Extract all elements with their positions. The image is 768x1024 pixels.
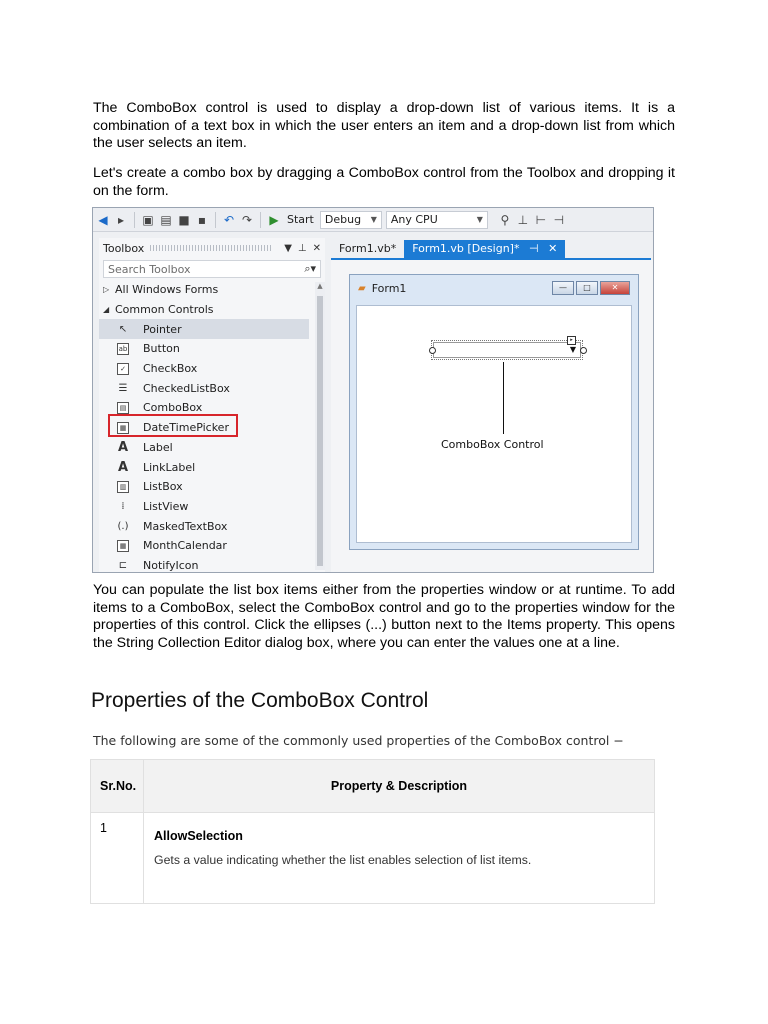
- toolbox-item-label: CheckedListBox: [143, 381, 230, 395]
- minimize-icon[interactable]: —: [552, 281, 574, 295]
- row-number: 1: [91, 813, 144, 904]
- table-row: [91, 813, 655, 904]
- header-property-description: Property & Description: [144, 760, 655, 813]
- toolbox-item-label: NotifyIcon: [143, 558, 199, 572]
- section-intro: The following are some of the commonly used properties of the ComboBox control −: [93, 733, 624, 748]
- drag-handle[interactable]: [150, 245, 272, 251]
- toolbox-item-notifyicon[interactable]: [99, 556, 325, 573]
- toolbar-separator: [260, 212, 261, 228]
- ide-toolbar: [93, 208, 653, 232]
- group-label: All Windows Forms: [115, 283, 219, 297]
- properties-table: [90, 759, 655, 904]
- pin-icon[interactable]: ⊥: [297, 242, 307, 254]
- header-srno: Sr.No.: [91, 760, 144, 813]
- toolbar-separator: [134, 212, 135, 228]
- checkbox-icon: ✓: [117, 363, 129, 375]
- label-icon: A: [117, 439, 129, 455]
- maximize-icon[interactable]: □: [576, 281, 598, 295]
- chevron-down-icon: ▼: [370, 214, 377, 224]
- checkedlistbox-icon: ☰: [118, 382, 128, 394]
- smart-tag-icon[interactable]: ▸: [567, 336, 576, 345]
- toolbox-item-linklabel[interactable]: [99, 457, 325, 477]
- toolbox-item-monthcalendar[interactable]: [99, 536, 325, 556]
- table-header-row: [91, 760, 655, 813]
- configuration-dropdown[interactable]: [320, 211, 382, 229]
- property-name: AllowSelection: [154, 829, 243, 843]
- toolbox-item-pointer[interactable]: [99, 319, 309, 339]
- instruction-paragraph: Let's create a combo box by dragging a ComboBox control from the Toolbox and dropping it on the form.: [93, 165, 675, 199]
- toolbox-search-input[interactable]: [103, 260, 321, 278]
- expanded-triangle-icon: ◢: [103, 305, 110, 315]
- group-all-windows-forms[interactable]: [99, 280, 325, 300]
- toolbox-item-button[interactable]: [99, 339, 325, 359]
- start-play-icon[interactable]: ▶: [269, 212, 279, 227]
- close-icon[interactable]: ✕: [600, 281, 630, 295]
- button-icon: ab: [118, 344, 128, 353]
- toolbox-item-label[interactable]: [99, 438, 325, 458]
- toolbox-scrollbar[interactable]: [315, 282, 325, 570]
- redo-icon[interactable]: ↷: [241, 212, 253, 227]
- save-icon[interactable]: ■: [178, 212, 190, 227]
- new-project-icon[interactable]: ▣: [142, 212, 154, 227]
- group-label: Common Controls: [115, 303, 214, 317]
- scroll-up-icon[interactable]: ▲: [317, 282, 323, 290]
- combobox-highlight-box: [108, 414, 238, 437]
- listview-icon: ⁞: [121, 500, 125, 512]
- configuration-value: Debug: [324, 212, 362, 226]
- combobox-callout-label: ComboBox Control: [441, 438, 544, 451]
- toolbar-separator: [215, 212, 216, 228]
- forward-icon[interactable]: ▸: [117, 212, 125, 227]
- toolbox-item-label: ListView: [143, 499, 189, 513]
- monthcalendar-icon: ▦: [117, 540, 129, 552]
- form1-window[interactable]: [349, 274, 639, 550]
- datetimepicker-icon: ▦: [117, 422, 129, 434]
- indent-icon[interactable]: ⊢: [535, 212, 547, 227]
- toolbox-item-label: DateTimePicker: [143, 421, 229, 435]
- toolbox-item-listbox[interactable]: [99, 477, 325, 497]
- platform-dropdown[interactable]: [386, 211, 488, 229]
- combobox-control[interactable]: [433, 342, 581, 358]
- pointer-icon: ↖: [118, 323, 128, 335]
- visual-studio-screenshot: [92, 207, 654, 573]
- listbox-icon: ▥: [117, 481, 129, 493]
- toolbox-tree: [99, 280, 325, 573]
- notifyicon-icon: ⊏: [118, 559, 128, 571]
- back-icon[interactable]: ◀: [98, 212, 108, 227]
- close-icon[interactable]: ✕: [312, 242, 321, 254]
- tab-label: Form1.vb [Design]*: [412, 242, 520, 255]
- undo-icon[interactable]: ↶: [223, 212, 235, 227]
- toolbox-item-label: MaskedTextBox: [143, 519, 228, 533]
- find-icon[interactable]: ⚲: [500, 212, 510, 227]
- toolbox-item-label: ComboBox: [143, 401, 203, 415]
- save-all-icon[interactable]: ▪: [197, 212, 207, 227]
- start-button-label[interactable]: Start: [287, 213, 314, 226]
- platform-value: Any CPU: [390, 212, 438, 226]
- close-icon[interactable]: ✕: [548, 242, 558, 255]
- resize-handle-left[interactable]: [429, 347, 436, 354]
- collapsed-triangle-icon: ▷: [103, 285, 110, 295]
- combobox-icon: ▤: [117, 402, 129, 414]
- linklabel-icon: A: [117, 459, 129, 475]
- resize-handle-right[interactable]: [580, 347, 587, 354]
- toolbox-item-label: Pointer: [143, 322, 182, 336]
- toolbox-item-checkedlistbox[interactable]: [99, 378, 325, 398]
- dropdown-arrow-icon[interactable]: ▼: [284, 242, 292, 254]
- callout-line: [503, 362, 504, 434]
- toolbox-item-label: Button: [143, 342, 180, 356]
- document-tabs: [331, 240, 565, 258]
- chevron-down-icon: ▼: [476, 214, 483, 224]
- toolbox-panel: [99, 238, 325, 572]
- populate-paragraph: You can populate the list box items either from the properties window or at runtime. To add items to a ComboBox, select the ComboBox control and go to the properties window for the properties of this control. Click the ellipses (...) button next to the Items property. This opens the String Collection Editor dialog box, where you can enter the values one at a line.: [93, 582, 675, 651]
- search-placeholder: Search Toolbox: [108, 262, 191, 276]
- toolbox-item-label: ListBox: [143, 480, 183, 494]
- form-icon: ▰: [358, 282, 366, 294]
- form-designer-surface: [331, 260, 653, 572]
- form-title: Form1: [371, 281, 407, 295]
- window-buttons: [552, 281, 630, 295]
- form-client-area[interactable]: [356, 305, 632, 543]
- pin-icon[interactable]: ⊣: [528, 242, 539, 255]
- maskedtextbox-icon: (.): [117, 520, 129, 532]
- section-heading: Properties of the ComboBox Control: [91, 689, 429, 712]
- toolbox-item-label: Label: [143, 440, 173, 454]
- tab-label: Form1.vb*: [339, 242, 397, 255]
- toolbox-item-checkbox[interactable]: [99, 359, 325, 379]
- toolbox-item-label: LinkLabel: [143, 460, 196, 474]
- group-common-controls[interactable]: [99, 300, 325, 320]
- property-description: Gets a value indicating whether the list enables selection of list items.: [154, 853, 532, 867]
- toolbox-header: [99, 238, 325, 258]
- chevron-down-icon: ▼: [569, 345, 576, 354]
- toolbox-title: Toolbox: [103, 241, 145, 255]
- scrollbar-thumb[interactable]: [317, 296, 323, 566]
- toolbox-item-label: CheckBox: [143, 362, 198, 376]
- row-property: [144, 813, 655, 904]
- intro-paragraph: The ComboBox control is used to display a drop-down list of various items. It is a combination of a text box in which the user enters an item and a drop-down list from which the user selects an item.: [93, 100, 675, 151]
- search-icon[interactable]: ⌕▾: [304, 262, 316, 275]
- comment-icon[interactable]: ⊥: [517, 212, 529, 227]
- outdent-icon[interactable]: ⊣: [553, 212, 565, 227]
- toolbox-item-listview[interactable]: [99, 497, 325, 517]
- open-file-icon[interactable]: ▤: [160, 212, 172, 227]
- toolbox-item-maskedtextbox[interactable]: [99, 516, 325, 536]
- tab-form1-design[interactable]: [404, 240, 565, 258]
- toolbox-item-label: MonthCalendar: [143, 539, 227, 553]
- tab-form1-code[interactable]: [331, 240, 404, 258]
